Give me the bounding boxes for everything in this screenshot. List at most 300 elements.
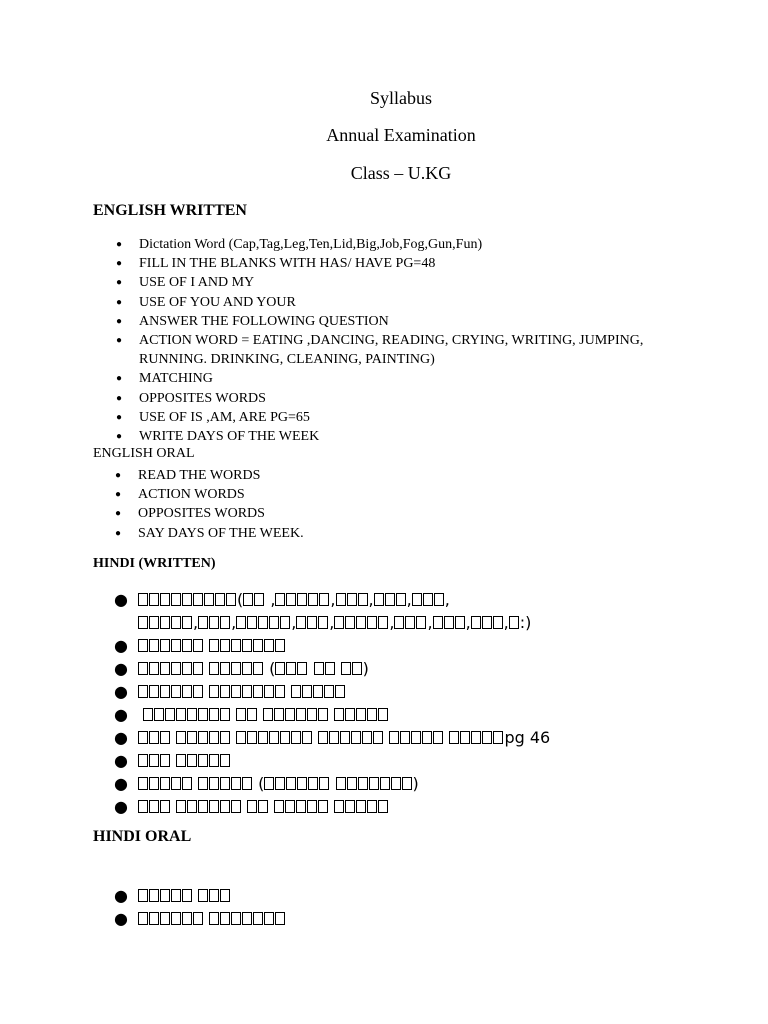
missing-glyph-box xyxy=(160,754,170,767)
list-item xyxy=(93,795,693,818)
missing-glyph-box xyxy=(149,777,159,790)
bullet-icon: ● xyxy=(114,909,128,928)
missing-glyph-box xyxy=(160,662,170,675)
missing-glyph-box xyxy=(341,662,351,675)
missing-glyph-box xyxy=(347,777,357,790)
missing-glyph-box xyxy=(269,731,279,744)
hindi-text xyxy=(138,886,231,905)
missing-glyph-box xyxy=(286,777,296,790)
missing-glyph-box xyxy=(400,731,410,744)
missing-glyph-box xyxy=(171,593,181,606)
missing-glyph-box xyxy=(291,685,301,698)
missing-glyph-box xyxy=(220,662,230,675)
missing-glyph-box xyxy=(171,912,181,925)
missing-glyph-box xyxy=(297,593,307,606)
list-item xyxy=(93,634,693,657)
missing-glyph-box xyxy=(345,708,355,721)
missing-glyph-box xyxy=(291,731,301,744)
missing-glyph-box xyxy=(274,708,284,721)
missing-glyph-box xyxy=(302,731,312,744)
missing-glyph-box xyxy=(187,754,197,767)
missing-glyph-box xyxy=(297,662,307,675)
missing-glyph-box xyxy=(493,731,503,744)
missing-glyph-box xyxy=(302,685,312,698)
missing-glyph-box xyxy=(209,616,219,629)
missing-glyph-box xyxy=(138,912,148,925)
missing-glyph-box xyxy=(286,593,296,606)
missing-glyph-box xyxy=(160,639,170,652)
missing-glyph-box xyxy=(143,708,153,721)
bullet-icon: ● xyxy=(114,774,128,793)
missing-glyph-box xyxy=(247,616,257,629)
missing-glyph-box xyxy=(347,593,357,606)
missing-glyph-box xyxy=(204,593,214,606)
missing-glyph-box xyxy=(286,662,296,675)
missing-glyph-box xyxy=(247,731,257,744)
hindi-text: ( ) xyxy=(138,659,369,678)
bullet-icon: ● xyxy=(114,705,128,724)
list-item: ● READ THE WORDS xyxy=(92,466,712,485)
missing-glyph-box xyxy=(209,685,219,698)
bullet-icon: ● xyxy=(115,470,122,481)
missing-glyph-box xyxy=(176,731,186,744)
missing-glyph-box xyxy=(198,616,208,629)
bullet-icon: ● xyxy=(114,682,128,701)
missing-glyph-box xyxy=(385,593,395,606)
missing-glyph-box xyxy=(247,800,257,813)
missing-glyph-box xyxy=(362,731,372,744)
missing-glyph-box xyxy=(209,889,219,902)
list-item xyxy=(93,680,693,703)
bullet-icon: ● xyxy=(116,239,123,250)
missing-glyph-box xyxy=(187,731,197,744)
list-item xyxy=(93,588,693,634)
missing-glyph-box xyxy=(336,777,346,790)
missing-glyph-box xyxy=(231,912,241,925)
missing-glyph-box xyxy=(138,685,148,698)
missing-glyph-box xyxy=(187,800,197,813)
missing-glyph-box xyxy=(345,800,355,813)
missing-glyph-box xyxy=(220,708,230,721)
missing-glyph-box xyxy=(297,777,307,790)
hindi-text: ( ) xyxy=(138,774,419,793)
missing-glyph-box xyxy=(149,754,159,767)
missing-glyph-box xyxy=(138,777,148,790)
missing-glyph-box xyxy=(220,912,230,925)
missing-glyph-box xyxy=(242,662,252,675)
missing-glyph-box xyxy=(198,754,208,767)
missing-glyph-box xyxy=(182,616,192,629)
missing-glyph-box xyxy=(182,889,192,902)
missing-glyph-box xyxy=(236,731,246,744)
bullet-icon: ● xyxy=(114,886,128,905)
missing-glyph-box xyxy=(149,912,159,925)
missing-glyph-box xyxy=(198,708,208,721)
missing-glyph-box xyxy=(378,708,388,721)
bullet-icon: ● xyxy=(116,315,123,327)
missing-glyph-box xyxy=(264,912,274,925)
missing-glyph-box xyxy=(493,616,503,629)
missing-glyph-box xyxy=(160,685,170,698)
missing-glyph-box xyxy=(455,616,465,629)
bullet-icon: ● xyxy=(116,431,123,443)
missing-glyph-box xyxy=(356,616,366,629)
missing-glyph-box xyxy=(433,616,443,629)
page-reference: pg 46 xyxy=(504,728,551,747)
missing-glyph-box xyxy=(231,800,241,813)
missing-glyph-box xyxy=(231,639,241,652)
list-item: ● USE OF YOU AND YOUR xyxy=(93,293,713,312)
missing-glyph-box xyxy=(263,708,273,721)
missing-glyph-box xyxy=(160,912,170,925)
missing-glyph-box xyxy=(182,777,192,790)
missing-glyph-box xyxy=(308,777,318,790)
missing-glyph-box xyxy=(367,708,377,721)
missing-glyph-box xyxy=(367,616,377,629)
missing-glyph-box xyxy=(220,616,230,629)
document-title: Syllabus xyxy=(369,88,432,108)
missing-glyph-box xyxy=(231,685,241,698)
missing-glyph-box xyxy=(380,777,390,790)
missing-glyph-box xyxy=(334,616,344,629)
missing-glyph-box xyxy=(374,593,384,606)
missing-glyph-box xyxy=(356,800,366,813)
missing-glyph-box xyxy=(209,731,219,744)
missing-glyph-box xyxy=(254,593,264,606)
missing-glyph-box xyxy=(182,912,192,925)
missing-glyph-box xyxy=(275,593,285,606)
missing-glyph-box xyxy=(171,662,181,675)
hindi-text: ( , , , , , , , , , , , , , :) xyxy=(138,590,531,632)
missing-glyph-box xyxy=(274,800,284,813)
bullet-icon: ● xyxy=(115,508,122,520)
missing-glyph-box xyxy=(378,800,388,813)
bullet-icon: ● xyxy=(114,636,128,655)
missing-glyph-box xyxy=(482,731,492,744)
missing-glyph-box xyxy=(215,593,225,606)
missing-glyph-box xyxy=(423,593,433,606)
missing-glyph-box xyxy=(154,708,164,721)
list-item xyxy=(93,703,693,726)
missing-glyph-box xyxy=(171,639,181,652)
missing-glyph-box xyxy=(220,685,230,698)
missing-glyph-box xyxy=(220,777,230,790)
missing-glyph-box xyxy=(358,777,368,790)
missing-glyph-box xyxy=(243,593,253,606)
missing-glyph-box xyxy=(280,616,290,629)
missing-glyph-box xyxy=(209,754,219,767)
missing-glyph-box xyxy=(444,616,454,629)
missing-glyph-box xyxy=(396,593,406,606)
missing-glyph-box xyxy=(275,639,285,652)
missing-glyph-box xyxy=(253,639,263,652)
missing-glyph-box xyxy=(138,731,148,744)
missing-glyph-box xyxy=(149,616,159,629)
list-item: ● OPPOSITES WORDS xyxy=(93,389,713,408)
missing-glyph-box xyxy=(471,616,481,629)
bullet-icon: ● xyxy=(114,797,128,816)
list-item xyxy=(93,749,693,772)
missing-glyph-box xyxy=(352,662,362,675)
missing-glyph-box xyxy=(253,662,263,675)
missing-glyph-box xyxy=(434,593,444,606)
missing-glyph-box xyxy=(160,731,170,744)
missing-glyph-box xyxy=(138,639,148,652)
missing-glyph-box xyxy=(296,616,306,629)
missing-glyph-box xyxy=(138,662,148,675)
missing-glyph-box xyxy=(336,593,346,606)
missing-glyph-box xyxy=(226,593,236,606)
missing-glyph-box xyxy=(275,685,285,698)
missing-glyph-box xyxy=(509,616,519,629)
missing-glyph-box xyxy=(193,685,203,698)
missing-glyph-box xyxy=(329,731,339,744)
hindi-text xyxy=(138,636,286,655)
missing-glyph-box xyxy=(285,708,295,721)
missing-glyph-box xyxy=(198,777,208,790)
missing-glyph-box xyxy=(187,708,197,721)
missing-glyph-box xyxy=(160,616,170,629)
list-item xyxy=(93,907,693,930)
list-item xyxy=(93,726,693,749)
missing-glyph-box xyxy=(209,639,219,652)
missing-glyph-box xyxy=(138,593,148,606)
missing-glyph-box xyxy=(149,593,159,606)
missing-glyph-box xyxy=(307,708,317,721)
missing-glyph-box xyxy=(308,593,318,606)
missing-glyph-box xyxy=(176,800,186,813)
hindi-oral-list xyxy=(93,884,693,930)
missing-glyph-box xyxy=(264,639,274,652)
missing-glyph-box xyxy=(319,593,329,606)
hindi-text xyxy=(138,797,389,816)
english-oral-list xyxy=(92,466,712,543)
list-item xyxy=(93,657,693,680)
missing-glyph-box xyxy=(258,800,268,813)
missing-glyph-box xyxy=(275,662,285,675)
missing-glyph-box xyxy=(325,662,335,675)
missing-glyph-box xyxy=(394,616,404,629)
missing-glyph-box xyxy=(236,616,246,629)
missing-glyph-box xyxy=(220,800,230,813)
hindi-oral-heading: HINDI ORAL xyxy=(93,828,192,845)
missing-glyph-box xyxy=(149,731,159,744)
missing-glyph-box xyxy=(171,685,181,698)
missing-glyph-box xyxy=(269,616,279,629)
missing-glyph-box xyxy=(209,708,219,721)
missing-glyph-box xyxy=(193,593,203,606)
missing-glyph-box xyxy=(412,593,422,606)
missing-glyph-box xyxy=(220,639,230,652)
missing-glyph-box xyxy=(319,777,329,790)
missing-glyph-box xyxy=(422,731,432,744)
english-written-list xyxy=(93,235,713,446)
missing-glyph-box xyxy=(471,731,481,744)
missing-glyph-box xyxy=(307,616,317,629)
bullet-icon: ● xyxy=(116,258,123,270)
missing-glyph-box xyxy=(318,616,328,629)
missing-glyph-box xyxy=(176,754,186,767)
missing-glyph-box xyxy=(334,708,344,721)
missing-glyph-box xyxy=(242,777,252,790)
missing-glyph-box xyxy=(351,731,361,744)
missing-glyph-box xyxy=(285,800,295,813)
bullet-icon: ● xyxy=(114,751,128,770)
bullet-icon: ● xyxy=(115,489,122,501)
missing-glyph-box xyxy=(358,593,368,606)
missing-glyph-box xyxy=(324,685,334,698)
list-item: ● ACTION WORD = EATING ,DANCING, READING, CRYING, WRITING, JUMPING, RUNNING. DRINKING, CLEANING, PAINTING) xyxy=(116,333,644,368)
missing-glyph-box xyxy=(209,777,219,790)
missing-glyph-box xyxy=(209,912,219,925)
missing-glyph-box xyxy=(160,889,170,902)
missing-glyph-box xyxy=(138,889,148,902)
hindi-text xyxy=(138,682,346,701)
missing-glyph-box xyxy=(176,708,186,721)
bullet-icon: ● xyxy=(116,335,123,347)
missing-glyph-box xyxy=(345,616,355,629)
list-item: ● ANSWER THE FOLLOWING QUESTION xyxy=(93,312,713,331)
missing-glyph-box xyxy=(264,777,274,790)
missing-glyph-box xyxy=(160,777,170,790)
missing-glyph-box xyxy=(340,731,350,744)
hindi-text xyxy=(138,751,231,770)
missing-glyph-box xyxy=(433,731,443,744)
missing-glyph-box xyxy=(356,708,366,721)
bullet-icon: ● xyxy=(116,411,123,423)
hindi-text xyxy=(138,909,286,928)
missing-glyph-box xyxy=(296,708,306,721)
missing-glyph-box xyxy=(334,800,344,813)
bullet-icon: ● xyxy=(115,527,122,539)
missing-glyph-box xyxy=(247,708,257,721)
list-item: ● FILL IN THE BLANKS WITH HAS/ HAVE PG=48 xyxy=(93,254,713,273)
list-item: ● OPPOSITES WORDS xyxy=(92,504,712,523)
missing-glyph-box xyxy=(171,616,181,629)
list-item: ● MATCHING xyxy=(93,369,713,388)
missing-glyph-box xyxy=(318,731,328,744)
missing-glyph-box xyxy=(242,685,252,698)
missing-glyph-box xyxy=(318,708,328,721)
missing-glyph-box xyxy=(313,685,323,698)
missing-glyph-box xyxy=(160,800,170,813)
missing-glyph-box xyxy=(171,889,181,902)
missing-glyph-box xyxy=(220,731,230,744)
missing-glyph-box xyxy=(253,912,263,925)
missing-glyph-box xyxy=(264,685,274,698)
missing-glyph-box xyxy=(307,800,317,813)
missing-glyph-box xyxy=(373,731,383,744)
missing-glyph-box xyxy=(402,777,412,790)
missing-glyph-box xyxy=(209,800,219,813)
missing-glyph-box xyxy=(258,616,268,629)
missing-glyph-box xyxy=(411,731,421,744)
missing-glyph-box xyxy=(482,616,492,629)
document-subtitle: Annual Examination xyxy=(326,125,476,145)
missing-glyph-box xyxy=(198,731,208,744)
missing-glyph-box xyxy=(242,639,252,652)
hindi-written-list xyxy=(93,588,693,818)
missing-glyph-box xyxy=(242,912,252,925)
list-item: ● SAY DAYS OF THE WEEK. xyxy=(92,524,712,543)
missing-glyph-box xyxy=(165,708,175,721)
bullet-icon: ● xyxy=(116,296,123,308)
missing-glyph-box xyxy=(220,754,230,767)
list-item: ● ACTION WORDS xyxy=(92,485,712,504)
bullet-icon: ● xyxy=(114,728,128,747)
english-oral-heading: ENGLISH ORAL xyxy=(93,446,195,461)
missing-glyph-box xyxy=(160,593,170,606)
hindi-text xyxy=(138,728,550,747)
missing-glyph-box xyxy=(198,800,208,813)
missing-glyph-box xyxy=(367,800,377,813)
missing-glyph-box xyxy=(416,616,426,629)
missing-glyph-box xyxy=(182,662,192,675)
missing-glyph-box xyxy=(296,800,306,813)
hindi-text xyxy=(138,705,389,724)
missing-glyph-box xyxy=(193,662,203,675)
missing-glyph-box xyxy=(258,731,268,744)
missing-glyph-box xyxy=(275,912,285,925)
missing-glyph-box xyxy=(236,708,246,721)
list-item: ● Dictation Word (Cap,Tag,Leg,Ten,Lid,Big,Job,Fog,Gun,Fun) xyxy=(93,235,713,254)
missing-glyph-box xyxy=(138,800,148,813)
english-written-heading: ENGLISH WRITTEN xyxy=(93,202,247,219)
missing-glyph-box xyxy=(275,777,285,790)
missing-glyph-box xyxy=(209,662,219,675)
missing-glyph-box xyxy=(318,800,328,813)
bullet-icon: ● xyxy=(116,392,123,404)
missing-glyph-box xyxy=(149,800,159,813)
list-item: ● USE OF IS ,AM, ARE PG=65 xyxy=(93,408,713,427)
missing-glyph-box xyxy=(335,685,345,698)
missing-glyph-box xyxy=(138,754,148,767)
missing-glyph-box xyxy=(449,731,459,744)
missing-glyph-box xyxy=(369,777,379,790)
list-item: ● USE OF I AND MY xyxy=(93,273,713,292)
missing-glyph-box xyxy=(149,685,159,698)
bullet-icon: ● xyxy=(114,590,128,609)
missing-glyph-box xyxy=(138,616,148,629)
missing-glyph-box xyxy=(193,639,203,652)
bullet-icon: ● xyxy=(114,659,128,678)
missing-glyph-box xyxy=(198,889,208,902)
missing-glyph-box xyxy=(391,777,401,790)
missing-glyph-box xyxy=(149,639,159,652)
class-label: Class – U.KG xyxy=(350,163,452,183)
hindi-written-heading: HINDI (WRITTEN) xyxy=(93,556,216,571)
missing-glyph-box xyxy=(314,662,324,675)
missing-glyph-box xyxy=(231,777,241,790)
missing-glyph-box xyxy=(149,889,159,902)
missing-glyph-box xyxy=(220,889,230,902)
missing-glyph-box xyxy=(182,639,192,652)
missing-glyph-box xyxy=(182,593,192,606)
list-item xyxy=(93,772,693,795)
missing-glyph-box xyxy=(149,662,159,675)
bullet-icon: ● xyxy=(116,373,123,385)
missing-glyph-box xyxy=(389,731,399,744)
list-item: ● WRITE DAYS OF THE WEEK xyxy=(93,427,713,446)
missing-glyph-box xyxy=(231,662,241,675)
list-item xyxy=(93,884,693,907)
missing-glyph-box xyxy=(378,616,388,629)
bullet-icon: ● xyxy=(116,277,123,289)
missing-glyph-box xyxy=(405,616,415,629)
missing-glyph-box xyxy=(171,777,181,790)
missing-glyph-box xyxy=(253,685,263,698)
missing-glyph-box xyxy=(280,731,290,744)
